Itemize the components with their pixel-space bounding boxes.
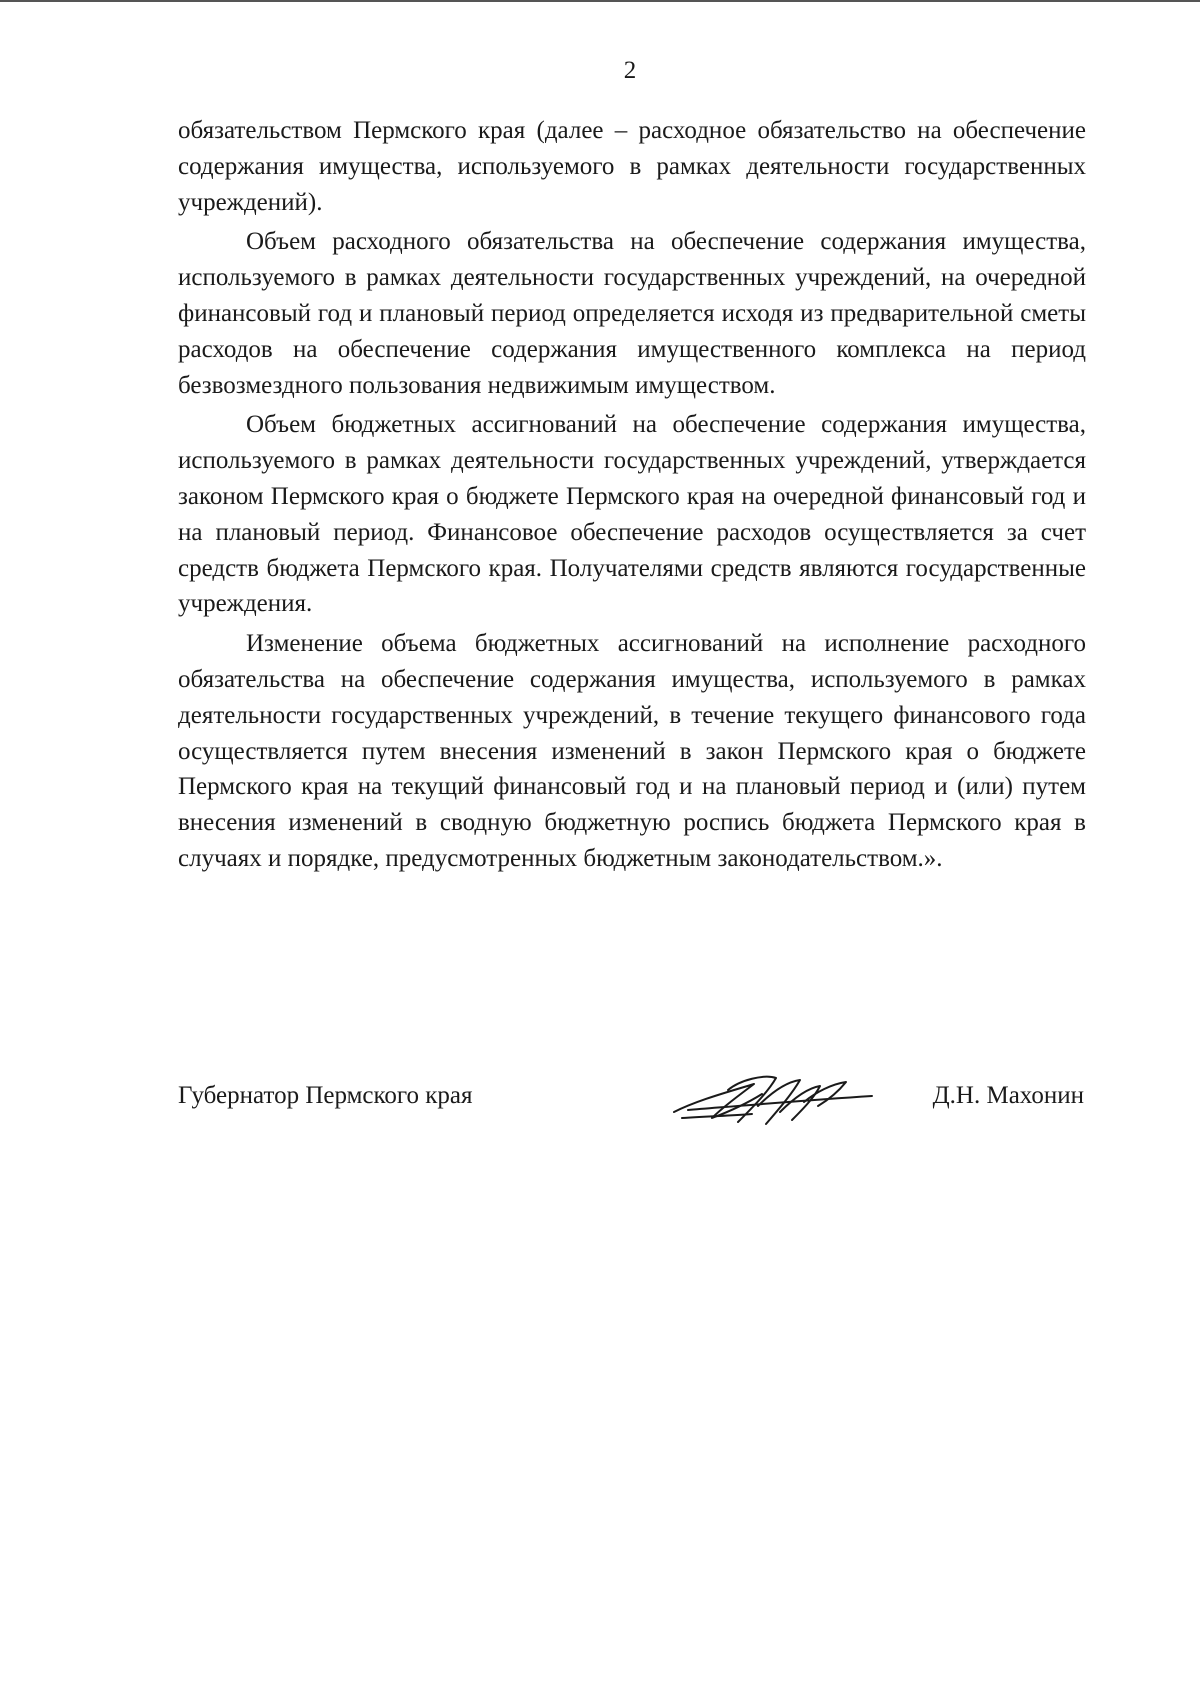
page-number: 2 — [623, 57, 637, 84]
page-top-edge — [0, 0, 1200, 2]
paragraph-obligation-volume: Объем расходного обязательства на обеспечение содержания имущества, используемого в рамках деятельности государственных учреждений, на очередной финансовый год и плановый период определяется исходя из предварительной сметы расходов на обеспечение содержания имущественного комплекса на период безвозмездного пользования недвижимым имуществом. — [178, 228, 1086, 399]
paragraph-budget-allocations: Объем бюджетных ассигнований на обеспечение содержания имущества, используемого в рамках деятельности государственных учреждений, утверждается законом Пермского края о бюджете Пермского края на очередной финансовый год и на плановый период. Финансовое обеспечение расходов осуществляется за счет средств бюджета Пермского края. Получателями средств являются государственные учреждения. — [178, 411, 1086, 618]
paragraph-continuation: обязательством Пермского края (далее – расходное обязательство на обеспечение содержания имущества, используемого в рамках деятельности государственных учреждений). — [178, 117, 1086, 216]
signer-title: Губернатор Пермского края — [178, 1082, 473, 1109]
document-body — [178, 113, 1086, 881]
signature-block — [178, 1078, 1088, 1138]
handwritten-signature — [668, 1066, 878, 1132]
signer-name: Д.Н. Махонин — [932, 1082, 1084, 1109]
paragraph-allocation-changes: Изменение объема бюджетных ассигнований на исполнение расходного обязательства на обеспечение содержания имущества, используемого в рамках деятельности государственных учреждений, в течение текущего финансового года осуществляется путем внесения изменений в закон Пермского края о бюджете Пермского края на текущий финансовый год и на плановый период и (или) путем внесения изменений в сводную бюджетную роспись бюджета Пермского края в случаях и порядке, предусмотренных бюджетным законодательством.». — [178, 630, 1086, 872]
